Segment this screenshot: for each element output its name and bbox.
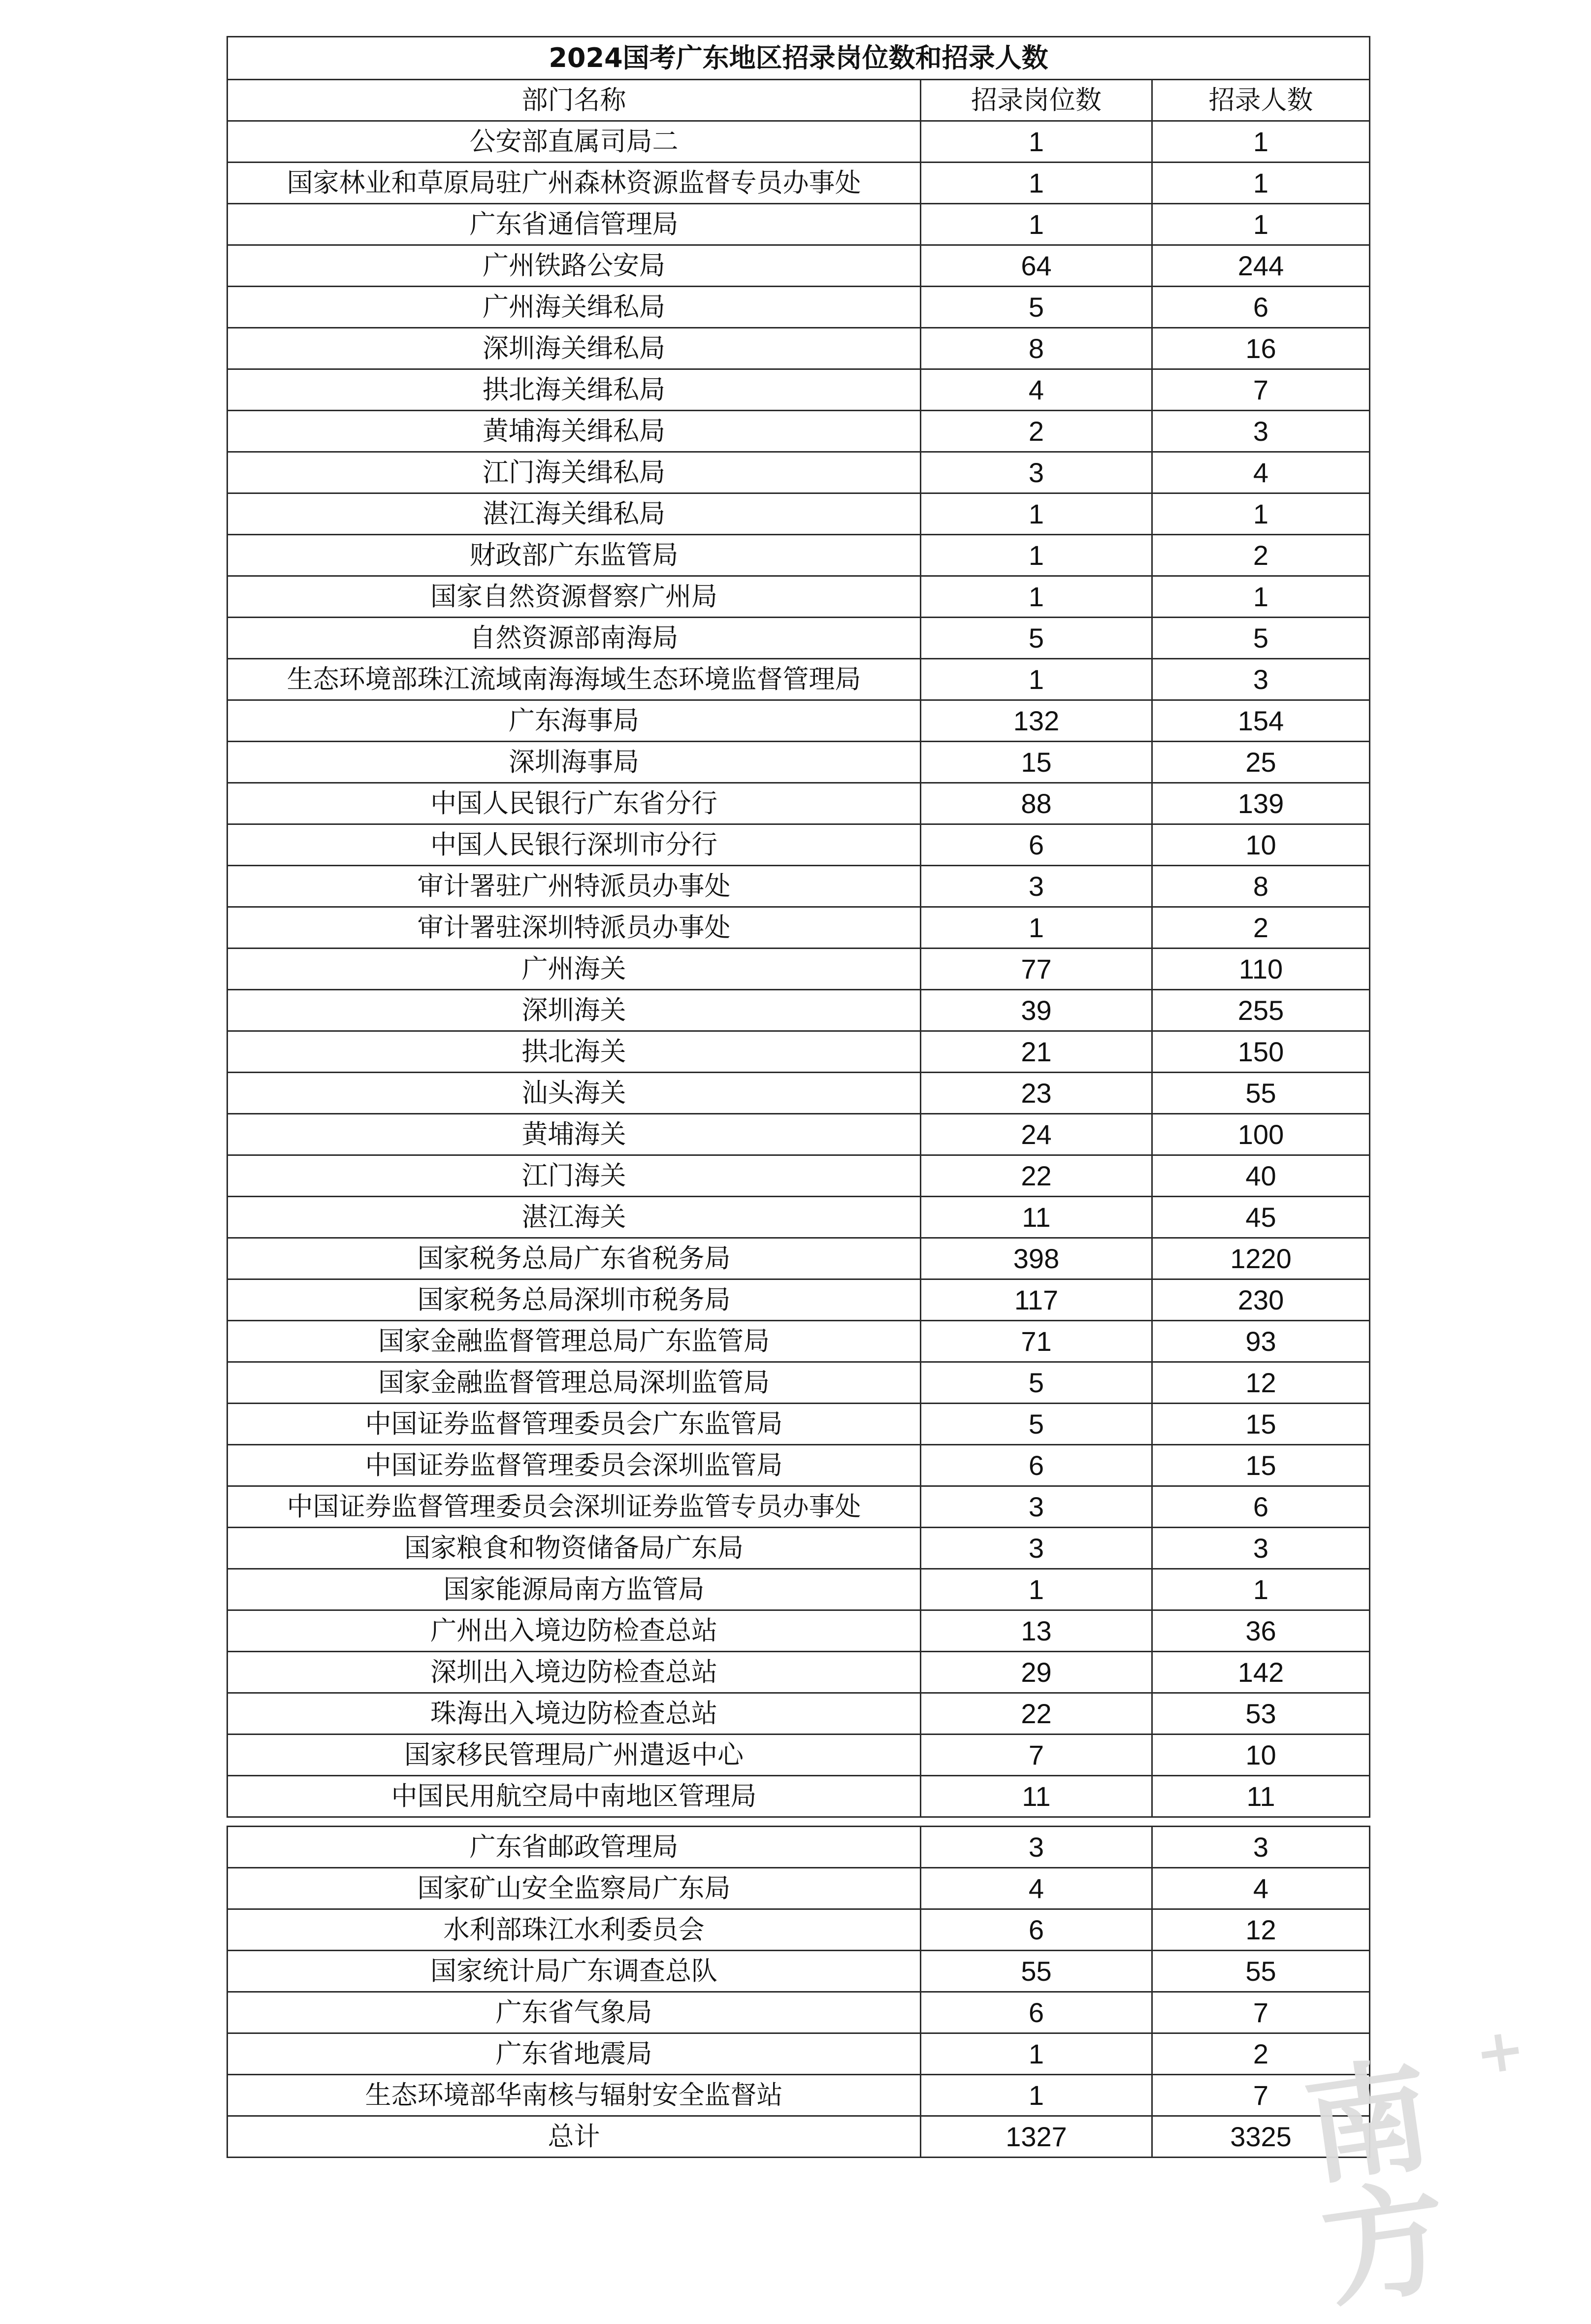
department-name-cell: 国家林业和草原局驻广州森林资源监督专员办事处	[227, 163, 921, 204]
recruit-count-cell: 45	[1152, 1197, 1370, 1238]
department-name-cell: 深圳海关	[227, 990, 921, 1031]
recruit-count-cell: 2	[1152, 2033, 1370, 2075]
position-count-cell: 1	[921, 163, 1152, 204]
department-name-cell: 国家粮食和物资储备局广东局	[227, 1528, 921, 1569]
department-name-cell: 广州海关缉私局	[227, 287, 921, 328]
department-name-cell: 中国人民银行深圳市分行	[227, 824, 921, 866]
table-row	[227, 1992, 1370, 2033]
recruit-count-cell: 5	[1152, 618, 1370, 659]
recruit-count-cell: 11	[1152, 1776, 1370, 1817]
department-name-cell: 审计署驻广州特派员办事处	[227, 866, 921, 907]
department-name-cell: 国家税务总局广东省税务局	[227, 1238, 921, 1279]
table-row	[227, 1279, 1370, 1321]
position-count-cell: 15	[921, 742, 1152, 783]
table-row	[227, 783, 1370, 824]
department-name-cell: 中国证券监督管理委员会深圳证券监管专员办事处	[227, 1486, 921, 1528]
position-count-cell: 88	[921, 783, 1152, 824]
table-total-row	[227, 2116, 1370, 2158]
table-row	[227, 204, 1370, 245]
department-name-cell: 湛江海关	[227, 1197, 921, 1238]
table-row	[227, 163, 1370, 204]
recruit-count-cell: 25	[1152, 742, 1370, 783]
position-count-cell: 7	[921, 1735, 1152, 1776]
position-count-cell: 132	[921, 700, 1152, 742]
total-position-count-cell: 1327	[921, 2116, 1152, 2158]
recruit-count-cell: 55	[1152, 1951, 1370, 1992]
department-name-cell: 深圳海事局	[227, 742, 921, 783]
recruit-count-cell: 10	[1152, 1735, 1370, 1776]
recruit-count-cell: 1	[1152, 1569, 1370, 1610]
department-name-cell: 自然资源部南海局	[227, 618, 921, 659]
position-count-cell: 6	[921, 1909, 1152, 1951]
table-row	[227, 1776, 1370, 1817]
table-row	[227, 1486, 1370, 1528]
position-count-cell: 1	[921, 907, 1152, 949]
table-header-row	[227, 80, 1370, 121]
department-name-cell: 广东省邮政管理局	[227, 1827, 921, 1868]
position-count-cell: 5	[921, 1404, 1152, 1445]
position-count-cell: 3	[921, 1528, 1152, 1569]
table-row	[227, 907, 1370, 949]
table-row	[227, 1868, 1370, 1909]
header-recruit-count: 招录人数	[1152, 80, 1370, 121]
position-count-cell: 29	[921, 1652, 1152, 1693]
recruit-count-cell: 142	[1152, 1652, 1370, 1693]
department-name-cell: 深圳海关缉私局	[227, 328, 921, 369]
department-name-cell: 国家矿山安全监察局广东局	[227, 1868, 921, 1909]
position-count-cell: 5	[921, 618, 1152, 659]
table-row	[227, 2075, 1370, 2116]
recruit-count-cell: 12	[1152, 1909, 1370, 1951]
recruit-count-cell: 36	[1152, 1610, 1370, 1652]
position-count-cell: 5	[921, 287, 1152, 328]
table-row	[227, 1445, 1370, 1486]
position-count-cell: 5	[921, 1362, 1152, 1404]
recruit-count-cell: 110	[1152, 949, 1370, 990]
department-name-cell: 审计署驻深圳特派员办事处	[227, 907, 921, 949]
recruit-count-cell: 7	[1152, 369, 1370, 411]
position-count-cell: 13	[921, 1610, 1152, 1652]
table-row	[227, 1073, 1370, 1114]
recruit-count-cell: 7	[1152, 2075, 1370, 2116]
recruit-count-cell: 1	[1152, 493, 1370, 535]
watermark-plus: +	[1470, 2014, 1525, 2089]
table-row	[227, 1569, 1370, 1610]
recruit-count-cell: 53	[1152, 1693, 1370, 1735]
department-name-cell: 中国证券监督管理委员会深圳监管局	[227, 1445, 921, 1486]
position-count-cell: 23	[921, 1073, 1152, 1114]
department-name-cell: 汕头海关	[227, 1073, 921, 1114]
table-row	[227, 1909, 1370, 1951]
department-name-cell: 珠海出入境边防检查总站	[227, 1693, 921, 1735]
table-row	[227, 1238, 1370, 1279]
recruit-count-cell: 6	[1152, 1486, 1370, 1528]
position-count-cell: 11	[921, 1197, 1152, 1238]
table-row	[227, 1827, 1370, 1868]
position-count-cell: 24	[921, 1114, 1152, 1155]
position-count-cell: 6	[921, 1445, 1152, 1486]
department-name-cell: 公安部直属司局二	[227, 121, 921, 163]
position-count-cell: 22	[921, 1155, 1152, 1197]
table-row	[227, 618, 1370, 659]
recruit-count-cell: 154	[1152, 700, 1370, 742]
department-name-cell: 黄埔海关缉私局	[227, 411, 921, 452]
table-row	[227, 576, 1370, 618]
department-name-cell: 国家自然资源督察广州局	[227, 576, 921, 618]
table-title-row	[227, 37, 1370, 80]
table-body-part1	[227, 37, 1370, 1817]
position-count-cell: 1	[921, 1569, 1152, 1610]
position-count-cell: 55	[921, 1951, 1152, 1992]
table-row	[227, 1693, 1370, 1735]
table-row	[227, 1197, 1370, 1238]
position-count-cell: 2	[921, 411, 1152, 452]
recruit-count-cell: 230	[1152, 1279, 1370, 1321]
recruit-count-cell: 3	[1152, 659, 1370, 700]
header-position-count: 招录岗位数	[921, 80, 1152, 121]
department-name-cell: 生态环境部珠江流域南海海域生态环境监督管理局	[227, 659, 921, 700]
position-count-cell: 117	[921, 1279, 1152, 1321]
table-gap	[227, 1818, 1369, 1826]
department-name-cell: 广东海事局	[227, 700, 921, 742]
table-row	[227, 949, 1370, 990]
department-name-cell: 国家移民管理局广州遣返中心	[227, 1735, 921, 1776]
recruit-count-cell: 7	[1152, 1992, 1370, 2033]
position-count-cell: 3	[921, 866, 1152, 907]
position-count-cell: 71	[921, 1321, 1152, 1362]
table-row	[227, 369, 1370, 411]
recruit-count-cell: 1	[1152, 163, 1370, 204]
position-count-cell: 1	[921, 493, 1152, 535]
position-count-cell: 4	[921, 1868, 1152, 1909]
department-name-cell: 广州海关	[227, 949, 921, 990]
table-row	[227, 1404, 1370, 1445]
header-department: 部门名称	[227, 80, 921, 121]
table-row	[227, 1155, 1370, 1197]
position-count-cell: 6	[921, 824, 1152, 866]
position-count-cell: 398	[921, 1238, 1152, 1279]
department-name-cell: 深圳出入境边防检查总站	[227, 1652, 921, 1693]
position-count-cell: 77	[921, 949, 1152, 990]
recruit-count-cell: 139	[1152, 783, 1370, 824]
recruit-count-cell: 15	[1152, 1404, 1370, 1445]
table-row	[227, 1321, 1370, 1362]
recruitment-table-sheet	[227, 36, 1369, 2158]
table-row	[227, 452, 1370, 493]
department-name-cell: 广州出入境边防检查总站	[227, 1610, 921, 1652]
table-row	[227, 328, 1370, 369]
position-count-cell: 1	[921, 2033, 1152, 2075]
recruit-count-cell: 1	[1152, 576, 1370, 618]
recruit-count-cell: 3	[1152, 1827, 1370, 1868]
department-name-cell: 广东省气象局	[227, 1992, 921, 2033]
watermark-text: 南方	[1297, 2042, 1452, 2324]
table-row	[227, 535, 1370, 576]
table-row	[227, 1528, 1370, 1569]
position-count-cell: 22	[921, 1693, 1152, 1735]
table-row	[227, 1735, 1370, 1776]
table-row	[227, 659, 1370, 700]
position-count-cell: 39	[921, 990, 1152, 1031]
recruit-count-cell: 4	[1152, 1868, 1370, 1909]
department-name-cell: 国家能源局南方监管局	[227, 1569, 921, 1610]
position-count-cell: 6	[921, 1992, 1152, 2033]
table-row	[227, 121, 1370, 163]
position-count-cell: 1	[921, 659, 1152, 700]
department-name-cell: 生态环境部华南核与辐射安全监督站	[227, 2075, 921, 2116]
table-row	[227, 1951, 1370, 1992]
department-name-cell: 财政部广东监管局	[227, 535, 921, 576]
recruit-count-cell: 1	[1152, 204, 1370, 245]
department-name-cell: 江门海关	[227, 1155, 921, 1197]
department-name-cell: 中国民用航空局中南地区管理局	[227, 1776, 921, 1817]
recruit-count-cell: 8	[1152, 866, 1370, 907]
table-body-part2	[227, 1827, 1370, 2158]
department-name-cell: 国家统计局广东调查总队	[227, 1951, 921, 1992]
department-name-cell: 国家金融监督管理总局广东监管局	[227, 1321, 921, 1362]
department-name-cell: 拱北海关缉私局	[227, 369, 921, 411]
department-name-cell: 江门海关缉私局	[227, 452, 921, 493]
table-title: 2024国考广东地区招录岗位数和招录人数	[227, 37, 1370, 80]
table-row	[227, 866, 1370, 907]
department-name-cell: 国家税务总局深圳市税务局	[227, 1279, 921, 1321]
position-count-cell: 64	[921, 245, 1152, 287]
recruit-count-cell: 55	[1152, 1073, 1370, 1114]
recruit-count-cell: 100	[1152, 1114, 1370, 1155]
table-row	[227, 411, 1370, 452]
position-count-cell: 3	[921, 1827, 1152, 1868]
recruit-count-cell: 150	[1152, 1031, 1370, 1073]
recruit-count-cell: 2	[1152, 535, 1370, 576]
position-count-cell: 1	[921, 2075, 1152, 2116]
table-row	[227, 1114, 1370, 1155]
department-name-cell: 中国证券监督管理委员会广东监管局	[227, 1404, 921, 1445]
position-count-cell: 1	[921, 121, 1152, 163]
recruit-count-cell: 1	[1152, 121, 1370, 163]
position-count-cell: 1	[921, 576, 1152, 618]
department-name-cell: 湛江海关缉私局	[227, 493, 921, 535]
recruit-count-cell: 4	[1152, 452, 1370, 493]
recruitment-table-part1	[227, 36, 1370, 1818]
table-row	[227, 287, 1370, 328]
recruit-count-cell: 12	[1152, 1362, 1370, 1404]
table-row	[227, 1610, 1370, 1652]
recruit-count-cell: 3	[1152, 1528, 1370, 1569]
department-name-cell: 国家金融监督管理总局深圳监管局	[227, 1362, 921, 1404]
total-label-cell: 总计	[227, 2116, 921, 2158]
position-count-cell: 8	[921, 328, 1152, 369]
department-name-cell: 广东省通信管理局	[227, 204, 921, 245]
department-name-cell: 广州铁路公安局	[227, 245, 921, 287]
recruit-count-cell: 40	[1152, 1155, 1370, 1197]
position-count-cell: 1	[921, 204, 1152, 245]
table-row	[227, 742, 1370, 783]
table-row	[227, 990, 1370, 1031]
table-row	[227, 700, 1370, 742]
table-row	[227, 245, 1370, 287]
recruit-count-cell: 6	[1152, 287, 1370, 328]
recruit-count-cell: 16	[1152, 328, 1370, 369]
department-name-cell: 水利部珠江水利委员会	[227, 1909, 921, 1951]
recruit-count-cell: 93	[1152, 1321, 1370, 1362]
recruit-count-cell: 255	[1152, 990, 1370, 1031]
table-row	[227, 493, 1370, 535]
position-count-cell: 21	[921, 1031, 1152, 1073]
position-count-cell: 3	[921, 1486, 1152, 1528]
recruit-count-cell: 2	[1152, 907, 1370, 949]
recruit-count-cell: 3	[1152, 411, 1370, 452]
table-row	[227, 1031, 1370, 1073]
table-row	[227, 1652, 1370, 1693]
recruitment-table-part2	[227, 1826, 1370, 2158]
position-count-cell: 3	[921, 452, 1152, 493]
recruit-count-cell: 244	[1152, 245, 1370, 287]
position-count-cell: 4	[921, 369, 1152, 411]
recruit-count-cell: 15	[1152, 1445, 1370, 1486]
recruit-count-cell: 1220	[1152, 1238, 1370, 1279]
table-row	[227, 824, 1370, 866]
table-row	[227, 2033, 1370, 2075]
total-recruit-count-cell: 3325	[1152, 2116, 1370, 2158]
department-name-cell: 黄埔海关	[227, 1114, 921, 1155]
department-name-cell: 拱北海关	[227, 1031, 921, 1073]
position-count-cell: 1	[921, 535, 1152, 576]
recruit-count-cell: 10	[1152, 824, 1370, 866]
department-name-cell: 中国人民银行广东省分行	[227, 783, 921, 824]
table-row	[227, 1362, 1370, 1404]
position-count-cell: 11	[921, 1776, 1152, 1817]
department-name-cell: 广东省地震局	[227, 2033, 921, 2075]
